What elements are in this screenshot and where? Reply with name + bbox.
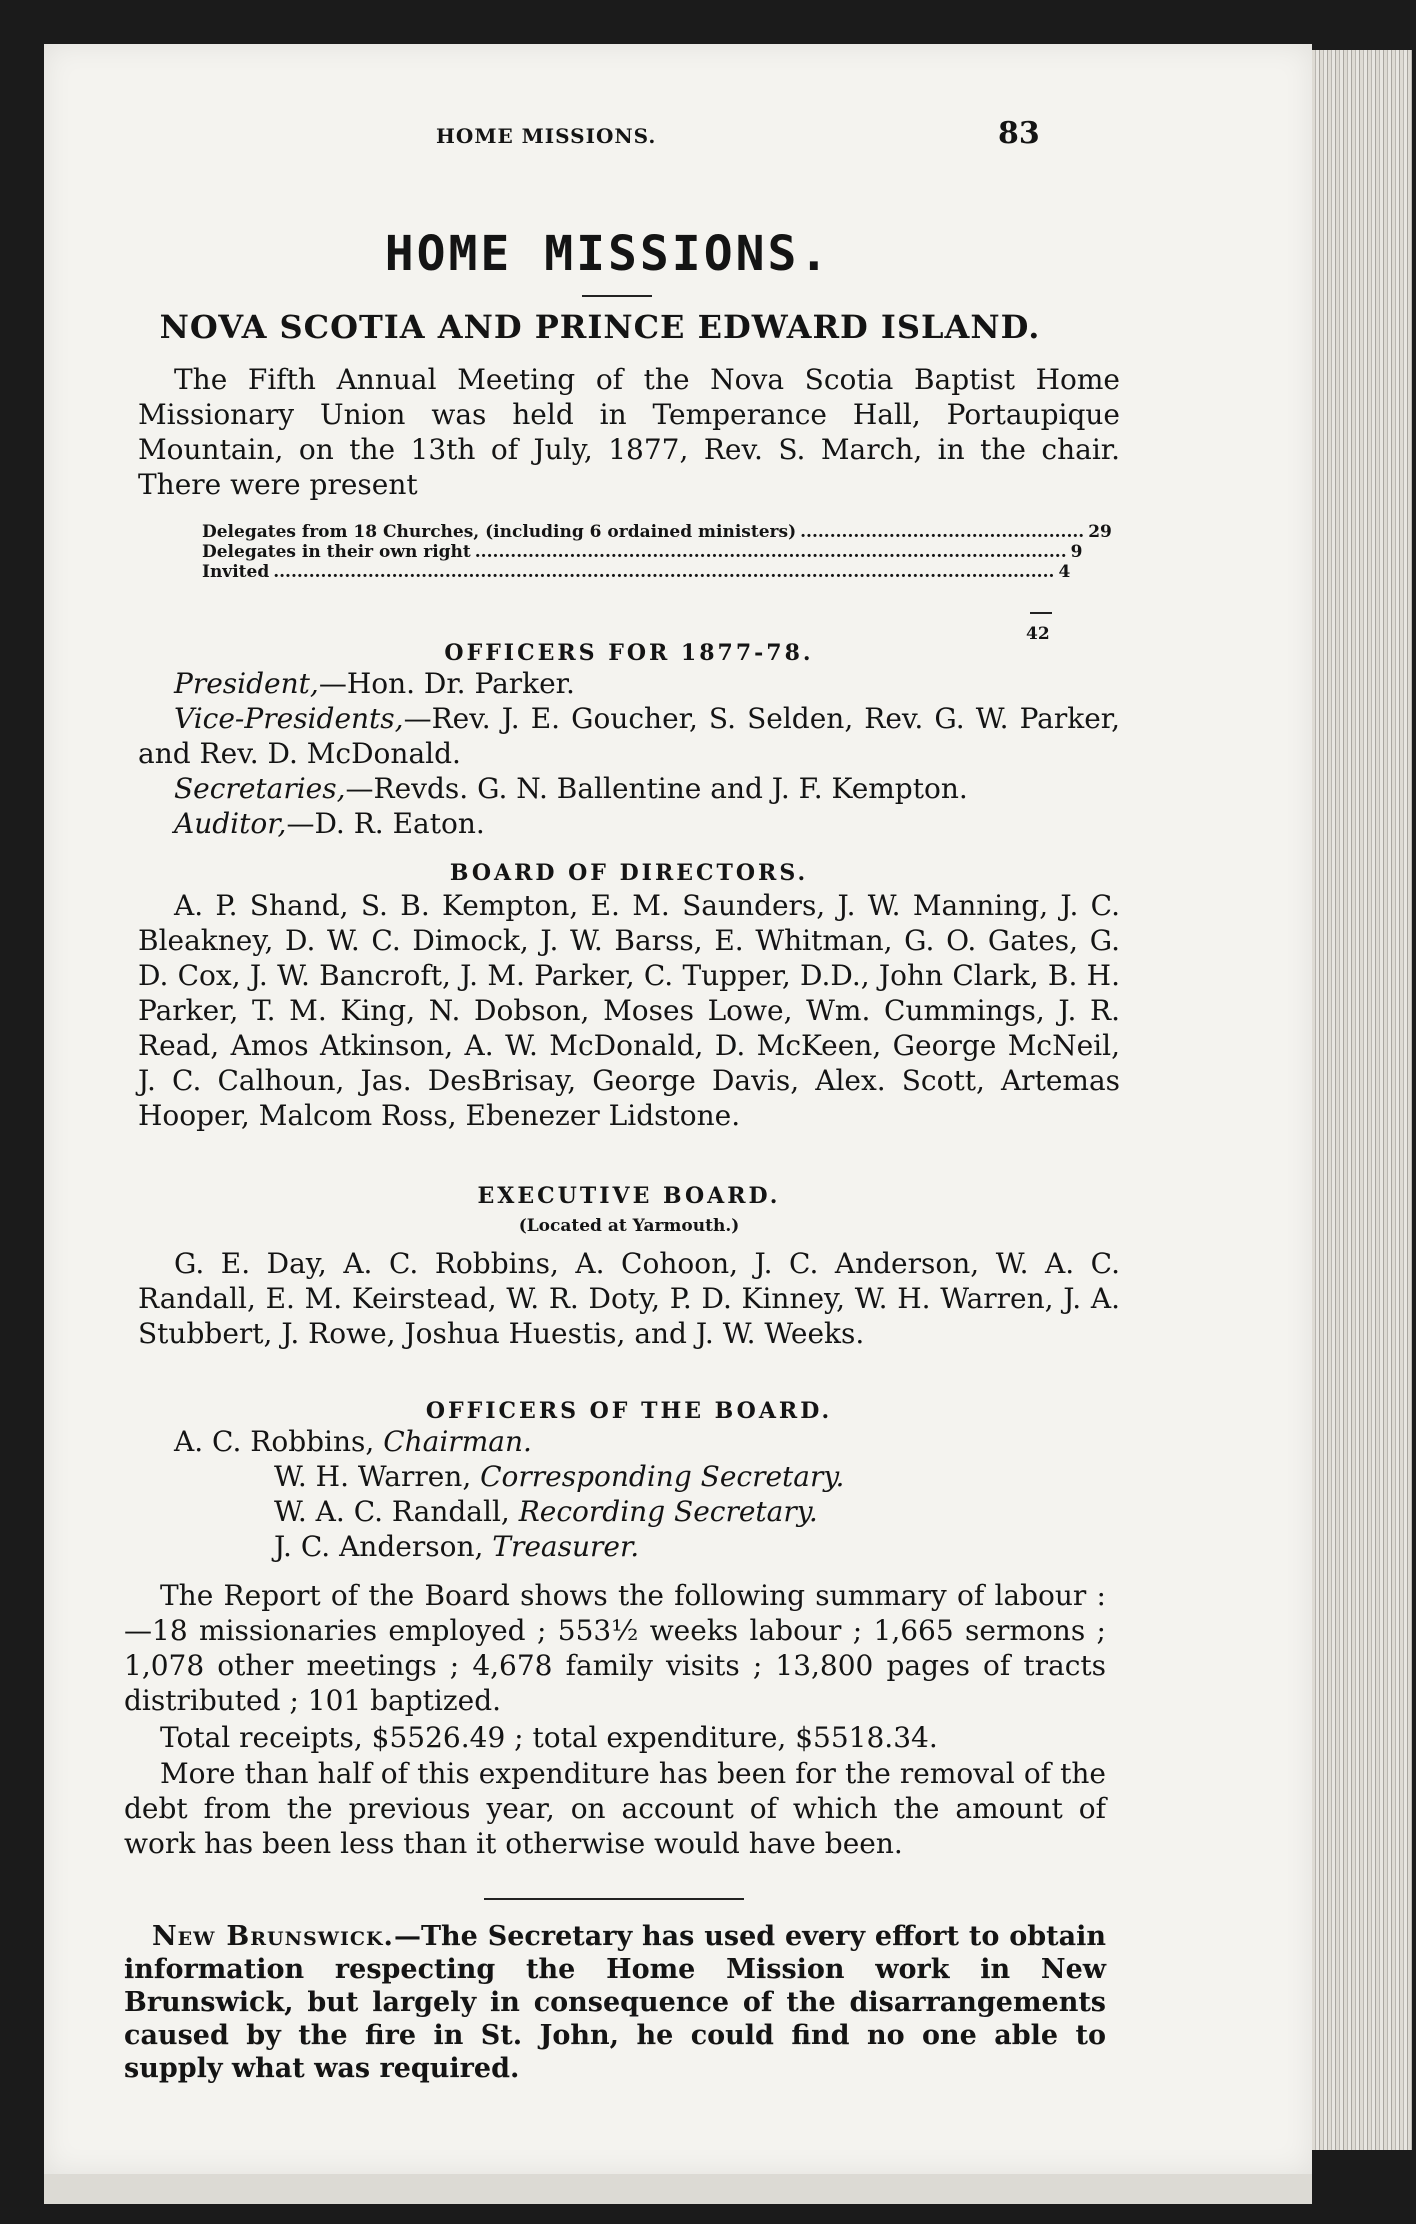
officer-role: Vice-Presidents, — [174, 702, 404, 735]
board-officer-name: J. C. Anderson, — [274, 1530, 493, 1563]
total-rule — [1030, 612, 1052, 614]
totals-line: Total receipts, $5526.49 ; total expenditure, $5518.34. — [160, 1721, 938, 1754]
attendance-label: Delegates in their own right — [202, 542, 471, 562]
board-officer-role: Treasurer. — [492, 1530, 640, 1563]
officers-heading: OFFICERS FOR 1877-78. — [444, 640, 814, 666]
executive-location: (Located at Yarmouth.) — [518, 1216, 740, 1236]
officer-entry — [138, 666, 1120, 701]
section-subtitle: NOVA SCOTIA AND PRINCE EDWARD ISLAND. — [159, 308, 1041, 346]
attendance-row: Delegates from 18 Churches, (including 6 ordained ministers) ................................................ 29 — [202, 522, 1112, 542]
board-officer-role: Chairman. — [383, 1425, 532, 1458]
officer-name: —Hon. Dr. Parker. — [318, 667, 575, 700]
attendance-row: Delegates in their own right .................................................................................................... 9 — [202, 542, 1083, 562]
new-brunswick-label: New Brunswick. — [152, 1921, 394, 1952]
officer-name: —D. R. Eaton. — [286, 807, 485, 840]
page-number: 83 — [998, 116, 1040, 151]
intro-paragraph: The Fifth Annual Meeting of the Nova Scotia Baptist Home Missionary Union was held in Temperance Hall, Portaupique Mountain, on the 13th of July, 1877, Rev. S. March, in the chair. There were present — [138, 363, 1120, 501]
executive-heading: EXECUTIVE BOARD. — [477, 1183, 781, 1209]
officer-name: —Revds. G. N. Ballentine and J. F. Kempton. — [345, 772, 968, 805]
expenditure-note: More than half of this expenditure has been for the removal of the debt from the previous year, on account of which the amount of work has been less than it otherwise would have been. — [124, 1757, 1106, 1860]
directors-list: A. P. Shand, S. B. Kempton, E. M. Saunders, J. W. Manning, J. C. Bleakney, D. W. C. Dimock, J. W. Barss, E. Whitman, G. O. Gates, G. D. Cox, J. W. Bancroft, J. M. Parker, C. Tupper, D.D., John Clark, B. H. Parker, T. M. King, N. Dobson, Moses Lowe, Wm. Cummings, J. R. Read, Amos Atkinson, A. W. McDonald, D. McKeen, George McNeil, J. C. Calhoun, Jas. DesBrisay, George Davis, Alex. Scott, Artemas Hooper, Malcom Ross, Ebenezer Lidstone. — [138, 889, 1120, 1132]
attendance-value: 29 — [1088, 522, 1112, 542]
board-officer-entry — [138, 1459, 1120, 1494]
board-officer-name: W. A. C. Randall, — [274, 1495, 519, 1528]
officer-name: —Rev. J. E. Goucher, S. Selden, Rev. G. W. Parker, and Rev. D. McDonald. — [138, 702, 1120, 770]
attendance-row: Invited .................................................................................................................................... 4 — [202, 562, 1071, 582]
officer-entry — [138, 806, 1120, 841]
page-title: HOME MISSIONS. — [384, 226, 832, 282]
section-divider — [484, 1898, 744, 1900]
page-edges — [1312, 50, 1412, 2150]
board-officer-entry — [138, 1424, 1120, 1459]
directors-heading: BOARD OF DIRECTORS. — [449, 860, 809, 886]
attendance-label: Invited — [202, 562, 270, 582]
executive-list: G. E. Day, A. C. Robbins, A. Cohoon, J. C. Anderson, W. A. C. Randall, E. M. Keirstead, W. R. Doty, P. D. Kinney, W. H. Warren, J. A. Stubbert, J. Rowe, Joshua Huestis, and J. W. Weeks. — [138, 1247, 1120, 1350]
board-officers-list — [138, 1424, 1120, 1564]
new-brunswick-text: —The Secretary has used every effort to obtain information respecting the Home Mission work in New Brunswick, but largely in consequence of the disarrangements caused by the fire in St. John, he could find no one able to supply what was required. — [124, 1921, 1106, 2084]
board-officers-heading: OFFICERS OF THE BOARD. — [425, 1398, 833, 1424]
report-paragraph: The Report of the Board shows the following summary of labour :—18 missionaries employed ; 553½ weeks labour ; 1,665 sermons ; 1,078 other meetings ; 4,678 family visits ; 13,800 pages of tracts distributed ; 101 baptized. — [124, 1579, 1106, 1717]
attendance-label: Delegates from 18 Churches, (including 6 ordained ministers) — [202, 522, 797, 542]
officer-role: Secretaries, — [174, 772, 346, 805]
attendance-value: 4 — [1058, 562, 1071, 582]
board-officer-name: A. C. Robbins, — [174, 1425, 384, 1458]
new-brunswick-paragraph — [124, 1920, 1106, 2085]
officer-role: Auditor, — [174, 807, 287, 840]
board-officer-entry — [138, 1529, 1120, 1564]
attendance-value: 9 — [1070, 542, 1083, 562]
officer-entry — [138, 701, 1120, 771]
officers-list — [138, 666, 1120, 841]
title-rule — [582, 295, 652, 297]
board-officer-name: W. H. Warren, — [274, 1460, 481, 1493]
board-officer-entry — [138, 1494, 1120, 1529]
board-officer-role: Recording Secretary. — [518, 1495, 818, 1528]
officer-entry — [138, 771, 1120, 806]
page-bottom-strip — [44, 2174, 1312, 2204]
officer-role: President, — [174, 667, 319, 700]
running-head: HOME MISSIONS. — [436, 124, 657, 148]
attendance-list — [202, 522, 1112, 644]
attendance-total: 42 — [1026, 624, 1050, 644]
board-officer-role: Corresponding Secretary. — [480, 1460, 845, 1493]
